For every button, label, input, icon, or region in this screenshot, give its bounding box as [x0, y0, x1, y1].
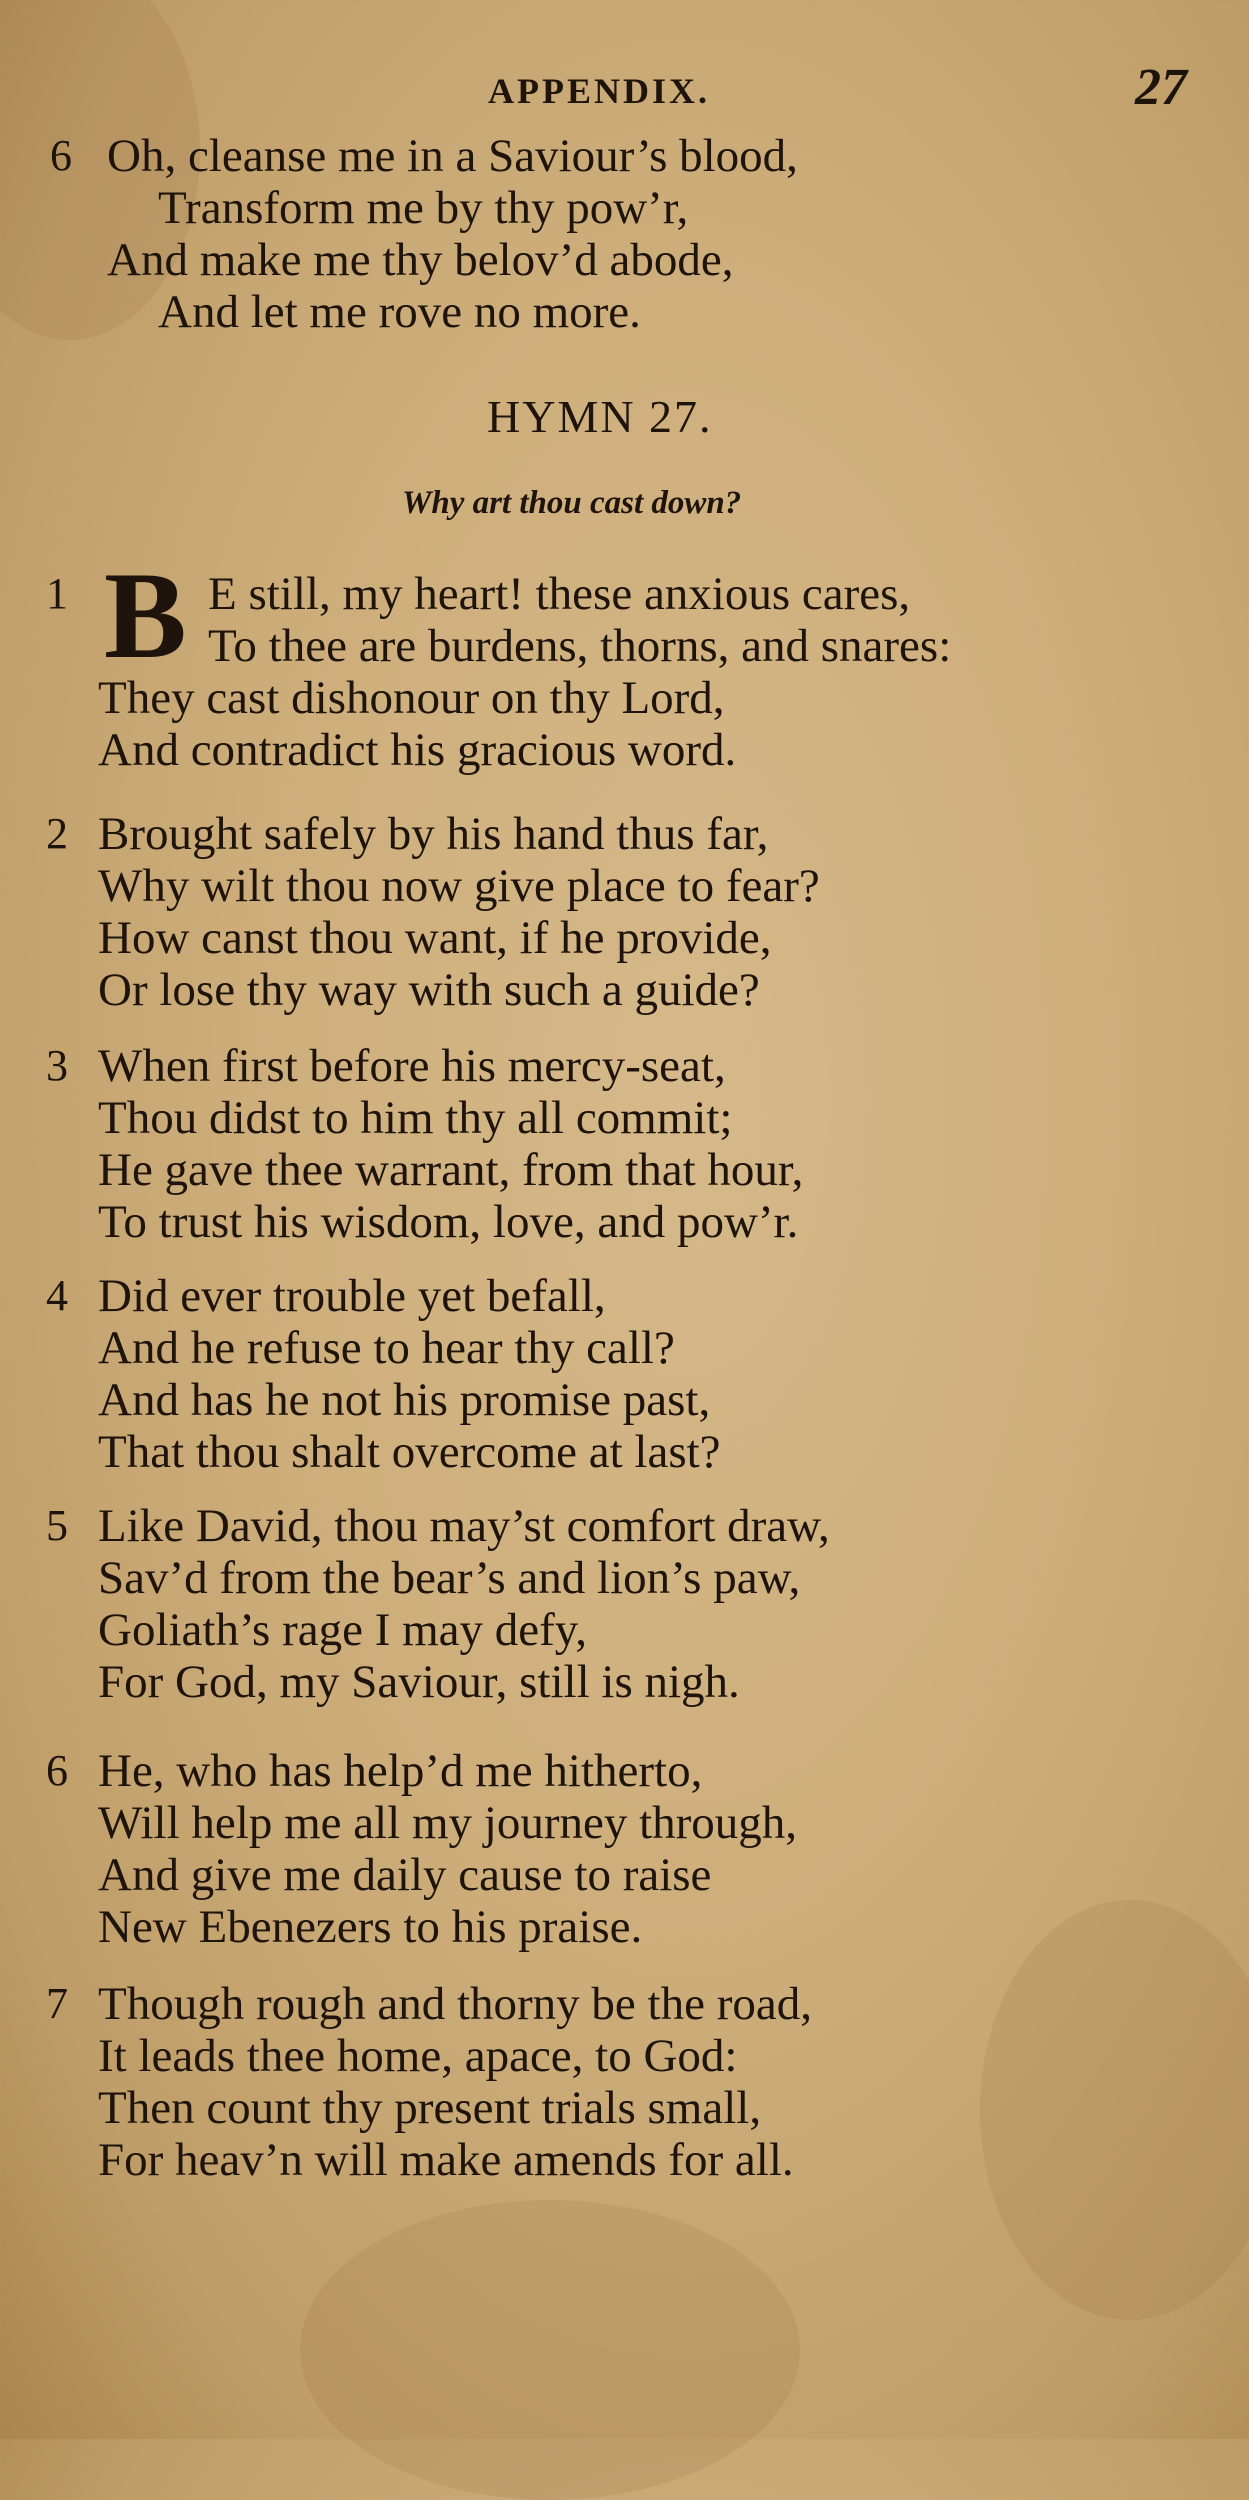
verse-line: And he refuse to hear thy call?: [98, 1322, 675, 1374]
page-number: 27: [1135, 59, 1187, 116]
verse-line: How canst thou want, if he provide,: [98, 912, 772, 964]
drop-cap: B: [104, 547, 187, 684]
running-head: APPENDIX.: [488, 71, 710, 111]
verse-line: Did ever trouble yet befall,: [98, 1270, 606, 1322]
verse-line: Or lose thy way with such a guide?: [98, 964, 760, 1016]
paper-stain: [980, 1900, 1249, 2320]
verse-number: 2: [46, 809, 68, 858]
verse-line: And make me thy belov’d abode,: [107, 234, 734, 286]
verse-line: To thee are burdens, thorns, and snares:: [208, 620, 952, 672]
verse-line: That thou shalt overcome at last?: [98, 1426, 721, 1478]
verse-line: He gave thee warrant, from that hour,: [98, 1144, 804, 1196]
verse-line: Transform me by thy pow’r,: [158, 182, 689, 234]
verse-line: Goliath’s rage I may defy,: [98, 1604, 587, 1656]
verse-line: He, who has help’d me hitherto,: [98, 1745, 703, 1797]
verse-line: They cast dishonour on thy Lord,: [98, 672, 725, 724]
verse-line: And has he not his promise past,: [98, 1374, 711, 1426]
verse-line: To trust his wisdom, love, and pow’r.: [98, 1196, 799, 1248]
verse-line: Thou didst to him thy all commit;: [98, 1092, 733, 1144]
verse-number: 7: [46, 1979, 68, 2028]
hymn-title: HYMN 27.: [487, 391, 713, 442]
paper-stain: [300, 2200, 800, 2500]
verse-line: Then count thy present trials small,: [98, 2082, 762, 2134]
verse-line: New Ebenezers to his praise.: [98, 1901, 643, 1953]
verse-number: 6: [50, 131, 72, 180]
verse-number: 1: [46, 569, 68, 618]
page-header: [0, 58, 1249, 118]
verse-line: For God, my Saviour, still is nigh.: [98, 1656, 740, 1708]
verse-number: 4: [46, 1271, 68, 1320]
verse-line: Will help me all my journey through,: [98, 1797, 798, 1849]
verse-line: Sav’d from the bear’s and lion’s paw,: [98, 1552, 801, 1604]
verse-number: 5: [46, 1501, 68, 1550]
verse-line: And let me rove no more.: [158, 286, 641, 338]
verse-line: When first before his mercy-seat,: [98, 1040, 726, 1092]
hymn-subtitle: Why art thou cast down?: [402, 485, 742, 521]
verse-line: For heav’n will make amends for all.: [98, 2134, 794, 2186]
verse-line: Brought safely by his hand thus far,: [98, 808, 769, 860]
verse-number: 6: [46, 1746, 68, 1795]
verse-line: And give me daily cause to raise: [98, 1849, 712, 1901]
verse-line: Why wilt thou now give place to fear?: [98, 860, 820, 912]
verse-line: And contradict his gracious word.: [98, 724, 737, 776]
verse-line: Oh, cleanse me in a Saviour’s blood,: [107, 130, 798, 182]
verse-number: 3: [46, 1041, 68, 1090]
verse-line: Like David, thou may’st comfort draw,: [98, 1500, 830, 1552]
verse-line: Though rough and thorny be the road,: [98, 1978, 812, 2030]
verse-line: E still, my heart! these anxious cares,: [208, 568, 911, 620]
verse-line: It leads thee home, apace, to God:: [98, 2030, 738, 2082]
